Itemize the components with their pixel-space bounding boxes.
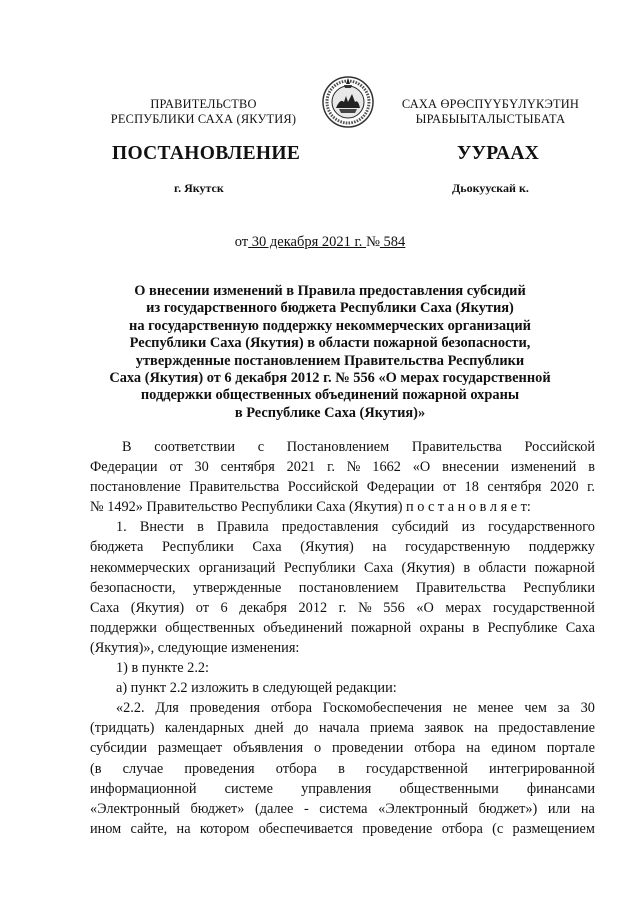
paragraph-2-2-text bbox=[90, 698, 595, 839]
title-line: утвержденные постановлением Правительства Республики bbox=[135, 352, 525, 369]
body-line: безопасности, утвержденные постановлением Правительства Республики bbox=[90, 579, 595, 596]
document-title bbox=[60, 283, 600, 422]
body-line: некоммерческих организаций Республики Саха (Якутия) в области пожарной bbox=[90, 559, 595, 576]
document-date-number bbox=[0, 234, 640, 251]
title-line: на государственную поддержку некоммерческих организаций bbox=[129, 317, 531, 334]
title-line: Республики Саха (Якутия) в области пожарной безопасности, bbox=[129, 335, 531, 352]
document-date: 30 декабря 2021 г. bbox=[248, 234, 367, 250]
document-number: 584 bbox=[379, 234, 406, 250]
coat-of-arms-icon bbox=[322, 72, 374, 132]
paragraph-preamble bbox=[90, 437, 595, 517]
body-line: субсидии размещает объявления о проведении отбора на едином портале bbox=[90, 740, 595, 757]
document-body bbox=[90, 437, 595, 839]
government-line-1-yakut: САХА ӨРӨСПҮҮБҮЛҮКЭТИН bbox=[401, 97, 580, 111]
title-line: О внесении изменений в Правила предоставления субсидий bbox=[134, 283, 526, 299]
title-line: в Республике Саха (Якутия)» bbox=[234, 404, 426, 421]
title-line: поддержки общественных объединений пожарной охраны bbox=[140, 387, 520, 404]
paragraph-item-1 bbox=[90, 517, 595, 658]
body-line: ином сайте, на котором обеспечивается проведение отбора (с размещением bbox=[90, 820, 595, 837]
body-line: (в случае проведения отбора в государственной интегрированной bbox=[90, 760, 595, 777]
body-line: (Якутия)», следующие изменения: bbox=[90, 639, 300, 656]
government-name-russian bbox=[96, 97, 311, 127]
government-line-1: ПРАВИТЕЛЬСТВО bbox=[150, 97, 257, 111]
number-label: № bbox=[366, 234, 380, 250]
body-line: постановление Правительства Российской Федерации от 18 сентября 2020 г. bbox=[90, 479, 595, 496]
government-name-yakut bbox=[388, 97, 593, 127]
body-line: бюджета Республики Саха (Якутия) на государственную поддержку bbox=[90, 539, 595, 556]
subitem-1: 1) в пункте 2.2: bbox=[116, 660, 210, 677]
subitem-a: а) пункт 2.2 изложить в следующей редакции: bbox=[116, 680, 397, 697]
title-line: Саха (Якутия) от 6 декабря 2012 г. № 556 «О мерах государственной bbox=[109, 370, 551, 387]
body-line: № 1492» Правительство Республики Саха (Якутия) п о с т а н о в л я е т: bbox=[90, 499, 531, 516]
date-prefix: от bbox=[234, 234, 249, 250]
document-type-russian: ПОСТАНОВЛЕНИЕ bbox=[112, 143, 301, 164]
body-line: информационной системе управления общественными финансами bbox=[90, 780, 595, 797]
document-type-yakut: УУРААХ bbox=[457, 143, 540, 164]
government-line-2: РЕСПУБЛИКИ САХА (ЯКУТИЯ) bbox=[110, 112, 297, 126]
body-line: «2.2. Для проведения отбора Госкомобеспечения не менее чем за 30 bbox=[116, 700, 595, 717]
body-line: 1. Внести в Правила предоставления субсидий из государственного bbox=[116, 519, 595, 536]
government-line-2-yakut: ЫРАБЫЫТАЛЫСТЫБАТА bbox=[415, 112, 566, 126]
city-russian: г. Якутск bbox=[174, 181, 224, 195]
body-line: В соответствии с Постановлением Правительства Российской bbox=[122, 439, 595, 455]
body-line: (тридцать) календарных дней до начала приема заявок на предоставление bbox=[90, 720, 595, 737]
body-line: Федерации от 30 сентября 2021 г. № 1662 «О внесении изменений в bbox=[90, 459, 595, 476]
body-line: «Электронный бюджет» (далее - система «Электронный бюджет») или на bbox=[90, 800, 595, 817]
city-yakut: Дьокуускай к. bbox=[452, 181, 529, 195]
body-line: поддержки общественных объединений пожарной охраны в Республике Саха bbox=[90, 619, 595, 636]
title-line: из государственного бюджета Республики Саха (Якутия) bbox=[146, 300, 514, 317]
body-line: Саха (Якутия) от 6 декабря 2012 г. № 556 «О мерах государственной bbox=[90, 599, 595, 616]
